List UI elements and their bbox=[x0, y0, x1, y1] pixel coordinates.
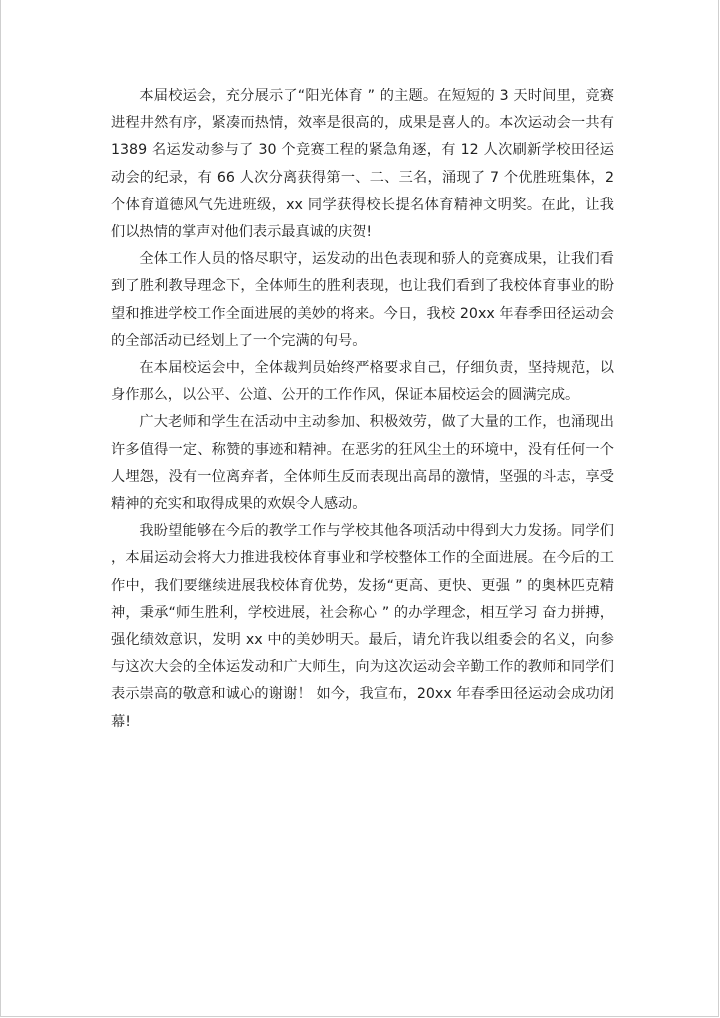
paragraph-referees: 在本届校运会中，全体裁判员始终严格要求自己，仔细负责，坚持规范，以身作那么，以公平、公道、公开的工作作风，保证本届校运会的圆满完成。 bbox=[111, 360, 614, 404]
paragraph-opening-results: 本届校运会，充分展示了“阳光体育 ” 的主题。在短短的 3 天时间里，竞赛进程井然有序，紧凑而热情，效率是很高的，成果是喜人的。本次运动会一共有 1389 名运发动参与了 30 个竞赛工程的紧急角逐，有 12 人次刷新学校田径运动会的纪录，有 66 人次分离获得第一、二、三名，涌现了 7 个优胜班集体，2 个体育道德风气先进班级，xx 同学获得校长提名体育精神文明奖。在此，让我们以热情的掌声对他们表示最真诚的庆贺! bbox=[111, 88, 614, 241]
paragraph-closing-declaration: 我盼望能够在今后的教学工作与学校其他各项活动中得到大力发扬。同学们，本届运动会将大力推进我校体育事业和学校整体工作的全面进展。在今后的工作中，我们要继续进展我校体育优势，发扬“更高、更快、更强 ” 的奥林匹克精神，秉承“师生胜利，学校进展，社会称心 ” 的办学理念，相互学习 奋力拼搏，强化绩效意识，发明 xx 中的美妙明天。最后，请允许我以组委会的名义，向参与这次大会的全体运发动和广大师生，向为这次运动会辛勤工作的教师和同学们表示崇高的敬意和诚心的谢谢！ 如今，我宣布，20xx 年春季田径运动会成功闭幕! bbox=[111, 523, 614, 730]
paragraph-staff-thanks: 全体工作人员的恪尽职守，运发动的出色表现和骄人的竞赛成果，让我们看到了胜利教导理念下，全体师生的胜利表现，也让我们看到了我校体育事业的盼望和推进学校工作全面进展的美妙的将来。今日，我校 20xx 年春季田径运动会的全部活动已经划上了一个完满的句号。 bbox=[111, 251, 614, 349]
paragraph-teachers-students: 广大老师和学生在活动中主动参加、积极效劳，做了大量的工作，也涌现出许多值得一定、称赞的事迹和精神。在恶劣的狂风尘土的环境中，没有任何一个人埋怨，没有一位离弃者，全体师生反而表现出高昂的激情，坚强的斗志，享受精神的充实和取得成果的欢娱令人感动。 bbox=[111, 414, 614, 513]
document-body bbox=[111, 83, 614, 736]
